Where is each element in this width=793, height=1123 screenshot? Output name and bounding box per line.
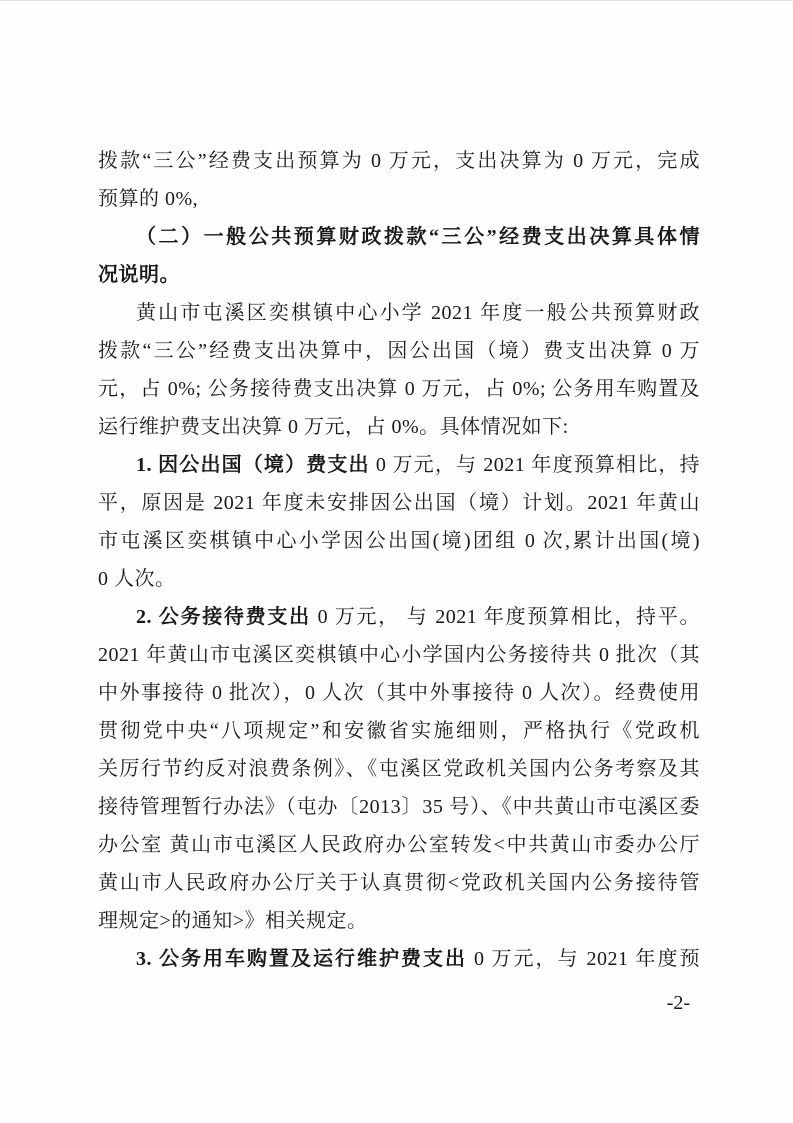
text-segment: 0 万元， 与 2021 年度预算相比，持平。 (310, 606, 701, 628)
text-segment: 理规定>的通知>》相关规定。 (98, 910, 368, 932)
bold-text-segment: 3. 公务用车购置及运行维护费支出 (136, 948, 467, 970)
text-line (98, 674, 700, 712)
text-line (98, 408, 700, 446)
text-line (98, 712, 700, 750)
text-line (98, 218, 700, 256)
text-segment: 市屯溪区奕棋镇中心小学因公出国(境)团组 0 次,累计出国(境) (98, 530, 700, 552)
text-segment: 拨款“三公”经费支出预算为 0 万元，支出决算为 0 万元，完成 (98, 150, 700, 172)
page-footer (98, 984, 690, 1022)
text-line (98, 446, 700, 484)
text-line (98, 522, 700, 560)
bold-text-segment: 1. 因公出国（境）费支出 (136, 454, 370, 476)
text-line (98, 332, 700, 370)
text-line (98, 294, 700, 332)
text-line (98, 940, 700, 978)
text-line (98, 636, 700, 674)
text-segment: 运行维护费支出决算 0 万元，占 0%。具体情况如下: (98, 416, 569, 438)
text-line (98, 370, 700, 408)
text-line (98, 560, 700, 598)
text-segment: 0 万元，与 2021 年度预算相比，持 (369, 454, 701, 476)
bold-text-segment: （二）一般公共预算财政拨款“三公”经费支出决算具体情 (136, 226, 700, 248)
text-line (98, 826, 700, 864)
text-segment: 关厉行节约反对浪费条例》、《屯溪区党政机关国内公务考察及其 (98, 758, 700, 780)
text-line (98, 864, 700, 902)
text-segment: 0 万元，与 2021 年度预 (467, 948, 700, 970)
text-line (98, 484, 700, 522)
text-line (98, 788, 700, 826)
bold-text-segment: 2. 公务接待费支出 (136, 606, 311, 628)
text-segment: 中外事接待 0 批次），0 人次（其中外事接待 0 人次）。经费使用 (98, 682, 700, 704)
text-segment: 接待管理暂行办法》（屯办〔2013〕35 号）、《中共黄山市屯溪区委 (98, 796, 700, 818)
text-segment: 预算的 0%, (98, 188, 199, 210)
text-line (98, 902, 700, 940)
text-segment: 2021 年黄山市屯溪区奕棋镇中心小学国内公务接待共 0 批次（其 (98, 644, 700, 666)
document-body (98, 142, 700, 978)
text-line (98, 256, 700, 294)
text-segment: 0 人次。 (98, 568, 176, 590)
text-segment: 办公室 黄山市屯溪区人民政府办公室转发<中共黄山市委办公厅 (98, 834, 700, 856)
text-line (98, 142, 700, 180)
bold-text-segment: 况说明。 (98, 264, 180, 286)
text-segment: 黄山市屯溪区奕棋镇中心小学 2021 年度一般公共预算财政 (136, 302, 700, 324)
text-segment: 黄山市人民政府办公厅关于认真贯彻<党政机关国内公务接待管 (98, 872, 700, 894)
page-number: -2- (666, 992, 690, 1014)
text-segment: 拨款“三公”经费支出决算中，因公出国（境）费支出决算 0 万 (98, 340, 700, 362)
text-segment: 贯彻党中央“八项规定”和安徽省实施细则，严格执行《党政机 (98, 720, 700, 742)
text-segment: 平，原因是 2021 年度未安排因公出国（境）计划。2021 年黄山 (98, 492, 700, 514)
text-line (98, 180, 700, 218)
text-line (98, 598, 700, 636)
text-line (98, 750, 700, 788)
text-segment: 元，占 0%; 公务接待费支出决算 0 万元，占 0%; 公务用车购置及 (98, 378, 700, 400)
